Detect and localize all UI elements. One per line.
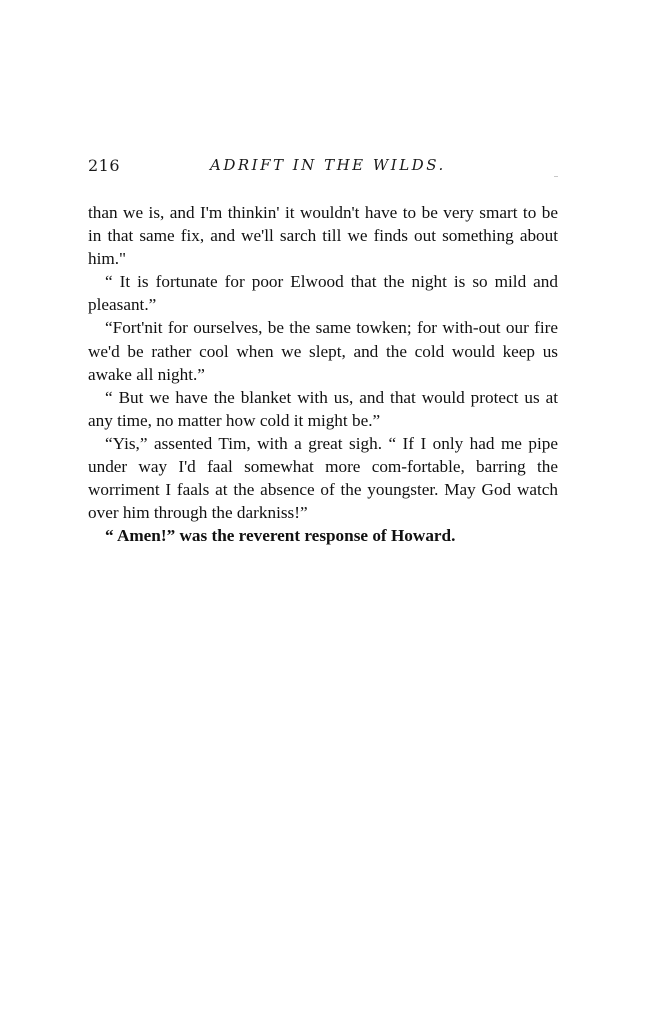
- paragraph: “ But we have the blanket with us, and that would protect us at any time, no matter how cold it might be.”: [88, 387, 558, 430]
- header-mark: [554, 176, 558, 177]
- paragraph-continuation: than we is, and I'm thinkin' it wouldn't have to be very smart to be in that same fix, and we'll sarch till we finds out something about him.": [88, 203, 558, 269]
- closing-text: “ Amen!” was the reverent response of Howard.: [105, 526, 456, 546]
- page-header: [88, 156, 558, 180]
- paragraph-closing: [88, 524, 558, 547]
- paragraph: “ It is fortunate for poor Elwood that the night is so mild and pleasant.”: [88, 272, 558, 315]
- paragraph: “Fort'nit for ourselves, be the same towken; for with-out our fire we'd be rather cool when we slept, and the cold would keep us awake all night.”: [88, 318, 558, 384]
- paragraph: “Yis,” assented Tim, with a great sigh. “ If I only had me pipe under way I'd faal somewhat more com-fortable, barring the worriment I faals at the absence of the youngster. May God watch over him through the darkniss!”: [88, 433, 558, 523]
- body-text: [88, 201, 558, 547]
- page-number: 216: [88, 156, 121, 175]
- running-title: ADRIFT IN THE WILDS.: [210, 156, 446, 174]
